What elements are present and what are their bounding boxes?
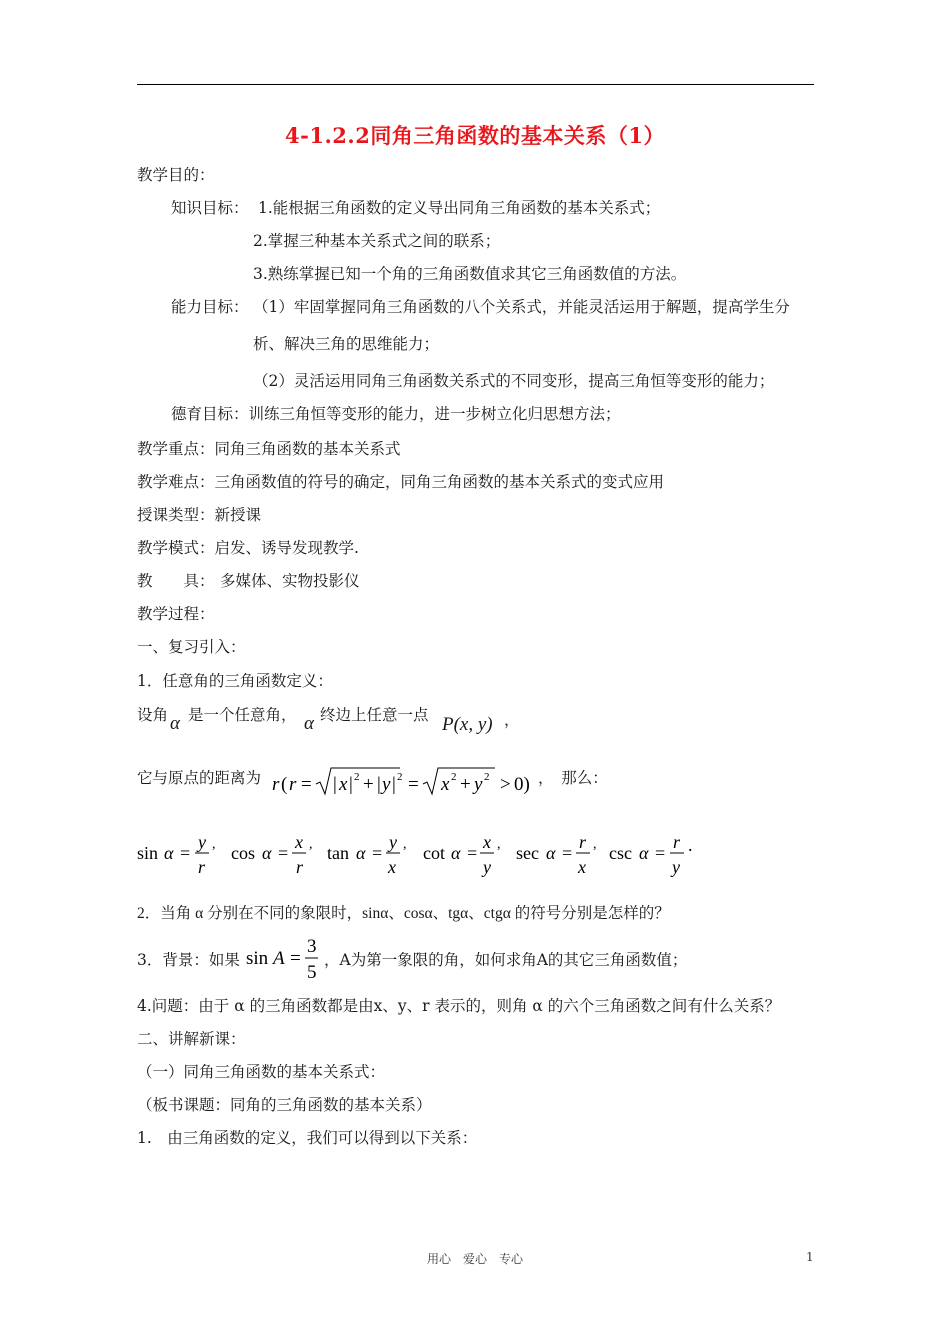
svg-text:(: ( [281, 774, 288, 795]
knowledge-item-3: 3.熟练掌握已知一个角的三角函数值求其它三角函数值的方法。 [253, 265, 687, 283]
svg-text:y: y [483, 857, 491, 877]
svg-text:α: α [356, 843, 366, 863]
svg-text:2: 2 [354, 771, 360, 783]
svg-text:|: | [333, 774, 337, 795]
svg-text:sin: sin [137, 843, 159, 863]
question-3b: ，A为第一象限的角，如何求角A的其它三角函数值； [324, 951, 688, 969]
page-number: 1 [806, 1250, 814, 1264]
svg-text:=: = [372, 843, 383, 863]
svg-text:>: > [500, 774, 511, 795]
new-lesson-heading: 二、讲解新课： [137, 1030, 246, 1048]
svg-text:sec: sec [516, 843, 539, 863]
goals-heading: 教学目的： [137, 166, 215, 184]
point-p: P(x, y) [442, 714, 493, 735]
question-4: 4.问题：由于 α 的三角函数都是由x、y、r 表示的，则角 α 的六个三角函数之间有什么关系？ [137, 997, 781, 1015]
board-title: （板书课题：同角的三角函数的基本关系） [137, 1096, 432, 1114]
svg-text:x: x [578, 857, 586, 877]
svg-text:,: , [403, 837, 407, 852]
svg-text:r: r [272, 774, 280, 795]
alpha-symbol-2: α [304, 713, 314, 734]
svg-text:r: r [579, 832, 587, 852]
definition-comma: ， [504, 711, 520, 729]
svg-text:,: , [497, 837, 501, 852]
definition-text-a: 设角 [137, 706, 169, 724]
page-footer: 用心 爱心 专心 [426, 1252, 523, 1266]
svg-text:x: x [483, 832, 491, 852]
svg-text:2: 2 [397, 771, 403, 783]
svg-text:x: x [339, 774, 348, 795]
svg-text:y: y [389, 832, 397, 852]
distance-formula [270, 762, 540, 800]
svg-text:cos: cos [231, 843, 255, 863]
svg-text:r: r [289, 774, 297, 795]
tools-label: 教 具： [137, 572, 215, 590]
svg-text:=: = [278, 843, 289, 863]
svg-text:,: , [309, 837, 313, 852]
svg-text:r: r [296, 857, 304, 877]
svg-text:y: y [382, 774, 391, 795]
svg-text:y: y [198, 832, 206, 852]
svg-text:,: , [593, 837, 597, 852]
moral-goal: 德育目标：训练三角恒等变形的能力，进一步树立化归思想方法； [171, 405, 621, 423]
svg-text:,: , [212, 837, 216, 852]
svg-text:5: 5 [307, 962, 317, 983]
sin-a-fraction [244, 932, 324, 984]
svg-text:tan: tan [327, 843, 349, 863]
distance-text: 它与原点的距离为 [137, 769, 262, 787]
svg-text:α: α [546, 843, 556, 863]
svg-text:y: y [474, 774, 483, 795]
svg-text:3: 3 [307, 936, 317, 957]
teaching-mode: 教学模式：启发、诱导发现教学. [137, 539, 359, 557]
svg-text:|: | [392, 774, 396, 795]
svg-text:x: x [441, 774, 450, 795]
svg-text:cot: cot [423, 843, 445, 863]
ability-item-2: （2）灵活运用同角三角函数关系式的不同变形，提高三角恒等变形的能力； [253, 372, 775, 390]
svg-text:+: + [363, 774, 374, 795]
item-1: 1. 由三角函数的定义，我们可以得到以下关系： [137, 1129, 478, 1147]
svg-text:csc: csc [609, 843, 632, 863]
header-rule [137, 84, 814, 85]
key-point: 教学重点：同角三角函数的基本关系式 [137, 440, 401, 458]
svg-text:.: . [688, 835, 693, 855]
trig-definitions [135, 828, 705, 880]
ability-label: 能力目标： [171, 298, 249, 316]
svg-text:α: α [262, 843, 272, 863]
definition-text-b: 是一个任意角， [188, 706, 297, 724]
svg-text:=: = [655, 843, 666, 863]
svg-text:+: + [460, 774, 471, 795]
review-heading: 一、复习引入： [137, 638, 246, 656]
process-heading: 教学过程： [137, 605, 215, 623]
definition-heading: 1．任意角的三角函数定义： [137, 672, 333, 690]
lesson-type: 授课类型：新授课 [137, 506, 262, 524]
tools-value: 多媒体、实物投影仪 [220, 572, 360, 590]
svg-text:|: | [377, 774, 381, 795]
ability-item-1a: （1）牢固掌握同角三角函数的八个关系式，并能灵活运用于解题，提高学生分 [253, 298, 790, 316]
svg-text:α: α [639, 843, 649, 863]
svg-text:|: | [349, 774, 353, 795]
knowledge-item-1: 1.能根据三角函数的定义导出同角三角函数的基本关系式； [258, 199, 661, 217]
question-2: 2．当角 α 分别在不同的象限时，sinα、cosα、tgα、ctgα 的符号分别是怎样的？ [137, 905, 670, 922]
knowledge-label: 知识目标： [171, 199, 249, 217]
page-title: 4-1.2.2同角三角函数的基本关系（1） [285, 123, 665, 148]
svg-text:α: α [451, 843, 461, 863]
svg-text:sin: sin [246, 948, 269, 969]
difficulty: 教学难点：三角函数值的符号的确定，同角三角函数的基本关系式的变式应用 [137, 473, 665, 491]
svg-text:=: = [180, 843, 191, 863]
svg-text:2: 2 [451, 771, 457, 783]
subsection-1: （一）同角三角函数的基本关系式： [137, 1063, 386, 1081]
svg-text:0): 0) [514, 774, 530, 795]
svg-text:=: = [290, 948, 301, 969]
svg-text:x: x [388, 857, 396, 877]
ability-item-1b: 析、解决三角的思维能力； [253, 335, 440, 353]
svg-text:=: = [562, 843, 573, 863]
knowledge-item-2: 2.掌握三种基本关系式之间的联系； [253, 232, 501, 250]
svg-text:r: r [673, 832, 681, 852]
question-3a: 3．背景：如果 [137, 951, 240, 969]
svg-text:=: = [408, 774, 419, 795]
alpha-symbol: α [170, 713, 180, 734]
svg-text:y: y [672, 857, 680, 877]
svg-text:x: x [295, 832, 303, 852]
svg-text:2: 2 [484, 771, 490, 783]
svg-text:α: α [164, 843, 174, 863]
svg-text:A: A [273, 948, 285, 969]
definition-text-c: 终边上任意一点 [320, 706, 429, 724]
distance-text-b: ， 那么： [538, 769, 608, 787]
svg-text:r: r [198, 857, 206, 877]
svg-text:=: = [467, 843, 478, 863]
svg-text:=: = [301, 774, 312, 795]
